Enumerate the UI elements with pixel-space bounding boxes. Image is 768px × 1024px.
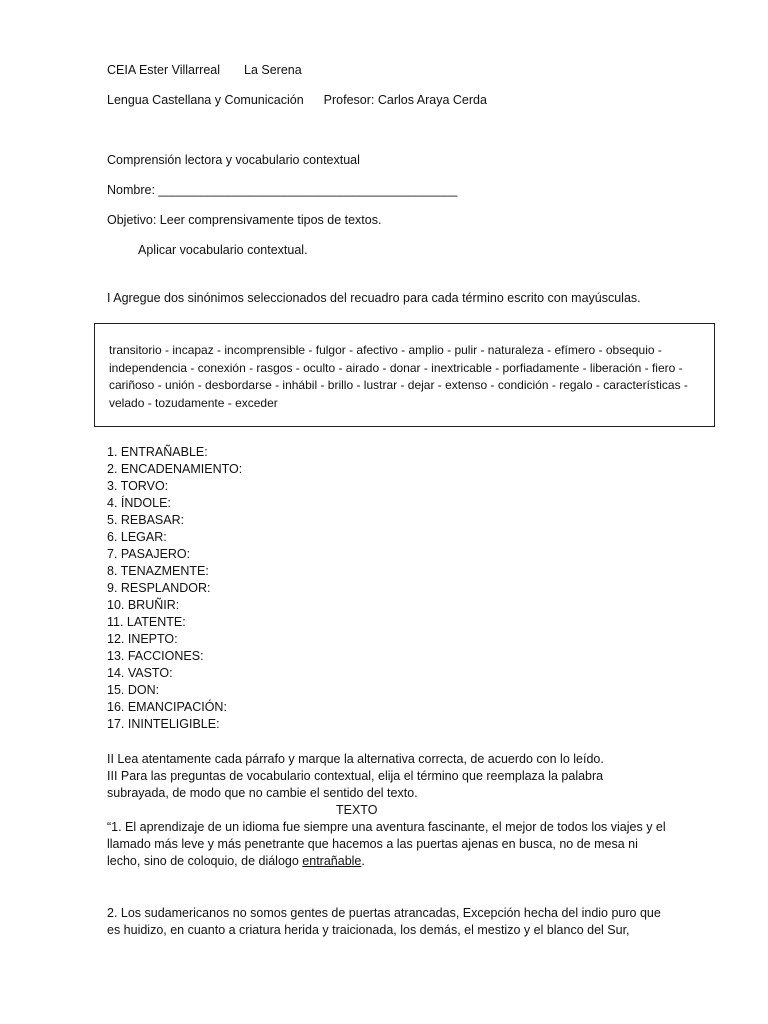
term-item: 5. REBASAR: — [107, 513, 185, 527]
section-2-instruction: II Lea atentamente cada párrafo y marque la alternativa correcta, de acuerdo con lo leído. — [107, 752, 604, 766]
objective-line-2: Aplicar vocabulario contextual. — [138, 243, 308, 257]
term-item: 13. FACCIONES: — [107, 649, 204, 663]
teacher-name: Profesor: Carlos Araya Cerda — [323, 93, 487, 107]
school-name: CEIA Ester Villarreal — [107, 63, 221, 77]
objective-line-1: Objetivo: Leer comprensivamente tipos de textos. — [107, 213, 382, 227]
document-title: Comprensión lectora y vocabulario contextual — [107, 153, 360, 167]
term-item: 12. INEPTO: — [107, 632, 178, 646]
term-item: 16. EMANCIPACIÓN: — [107, 700, 227, 714]
term-item: 17. ININTELIGIBLE: — [107, 717, 220, 731]
section-3-instruction-line-2: subrayada, de modo que no cambie el sentido del texto. — [107, 786, 418, 800]
paragraph-1 — [107, 819, 667, 870]
paragraph-2: 2. Los sudamericanos no somos gentes de puertas atrancadas, Excepción hecha del indio puro que es huidizo, en cuanto a criatura herida y traicionada, los demás, el mestizo y el blanco del Sur, — [107, 906, 661, 937]
term-item: 6. LEGAR: — [107, 530, 167, 544]
term-item: 10. BRUÑIR: — [107, 598, 180, 612]
term-item: 15. DON: — [107, 683, 160, 697]
underlined-word: entrañable — [302, 854, 362, 868]
term-item: 2. ENCADENAMIENTO: — [107, 462, 243, 476]
header-school-line — [107, 62, 302, 78]
term-item: 3. TORVO: — [107, 479, 169, 493]
school-location: La Serena — [244, 63, 302, 77]
section-3-instruction-line-1: III Para las preguntas de vocabulario contextual, elija el término que reemplaza la palabra — [107, 769, 604, 783]
term-item: 9. RESPLANDOR: — [107, 581, 211, 595]
term-item: 7. PASAJERO: — [107, 547, 191, 561]
header-subject-line — [107, 92, 487, 108]
word-box — [94, 323, 715, 427]
term-item: 14. VASTO: — [107, 666, 173, 680]
term-item: 1. ENTRAÑABLE: — [107, 445, 208, 459]
section-1-instruction: I Agregue dos sinónimos seleccionados del recuadro para cada término escrito con mayúsculas. — [107, 291, 641, 305]
term-item: 8. TENAZMENTE: — [107, 564, 209, 578]
term-item: 11. LATENTE: — [107, 615, 186, 629]
term-item: 4. ÍNDOLE: — [107, 496, 171, 510]
text-heading: TEXTO — [336, 803, 378, 817]
name-field: Nombre: ___________________________________________ — [107, 183, 458, 197]
word-box-text: transitorio - incapaz - incomprensible - fulgor - afectivo - amplio - pulir - naturaleza - efímero - obsequio - independencia - conexión - rasgos - oculto - airado - donar - inextricable - porfiadamente - liberación - fiero - cariñoso - unión - desbordarse - inhábil - brillo - lustrar - dejar - extenso - condición - regalo - características - velado - tozudamente - exceder — [109, 343, 688, 410]
subject-name: Lengua Castellana y Comunicación — [107, 93, 304, 107]
paragraph-1-text: “1. El aprendizaje de un idioma fue siempre una aventura fascinante, el mejor de todos los viajes y el llamado más leve y más penetrante que hacemos a las puertas ajenas en busca, no de mesa ni lecho, sino de coloquio, de diálogo — [107, 820, 666, 868]
paragraph-1-end: . — [361, 854, 365, 868]
term-list — [107, 444, 242, 733]
